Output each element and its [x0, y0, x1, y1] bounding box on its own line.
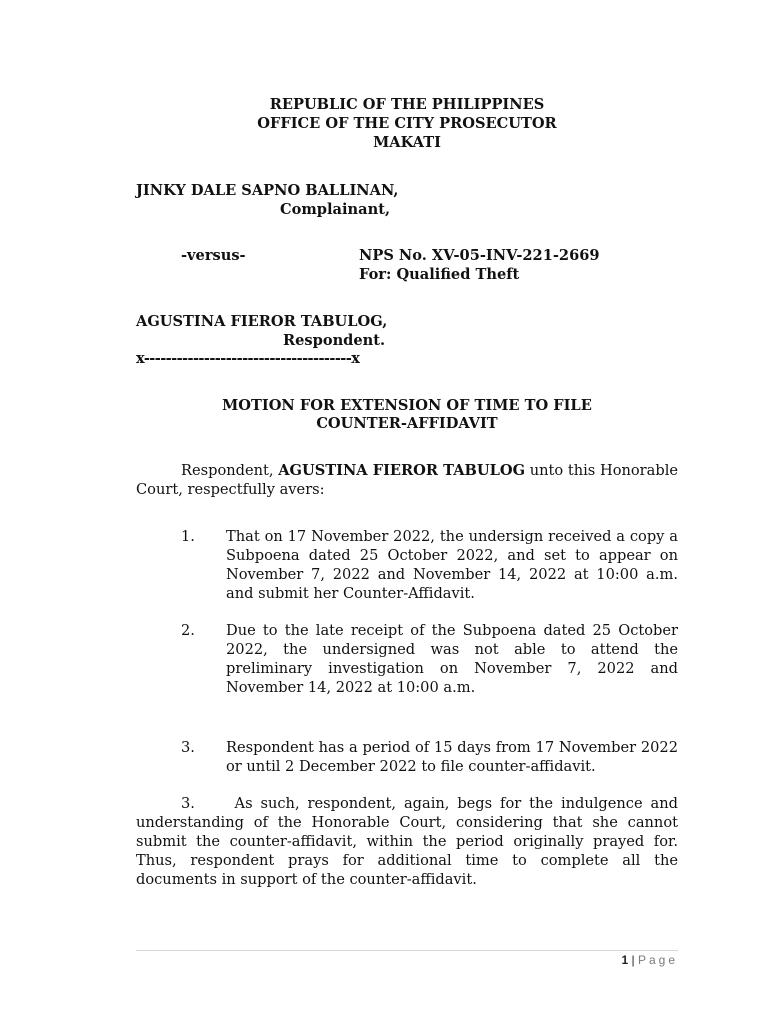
header-office: OFFICE OF THE CITY PROSECUTOR [257, 115, 557, 132]
motion-title-line2: COUNTER-AFFIDAVIT [316, 415, 498, 432]
case-offense: For: Qualified Theft [359, 266, 520, 283]
final-paragraph-text: As such, respondent, again, begs for the indulgence and understanding of the Honorable Court, considering that she cannot submit the counter-affidavit, within the period originally prayed for. Thus, respondent prays for additional time to complete all the documents in support of the counter-affidavit. [136, 795, 678, 888]
header-republic: REPUBLIC OF THE PHILIPPINES [269, 96, 545, 113]
intro-paragraph [136, 461, 678, 499]
footer-separator: | [628, 953, 638, 967]
complainant-role: Complainant, [280, 201, 391, 218]
final-paragraph-number: 3. [181, 795, 195, 812]
footer-rule [136, 950, 678, 951]
page-label: Page [637, 953, 678, 967]
case-number: NPS No. XV-05-INV-221-2669 [359, 247, 600, 264]
caption-separator: x--------------------------------------x [136, 350, 360, 367]
item-number: 3. [181, 739, 195, 756]
item-number: 1. [181, 528, 195, 545]
page-number: 1 [621, 953, 629, 967]
respondent-name: AGUSTINA FIEROR TABULOG, [136, 313, 388, 330]
item-text: Respondent has a period of 15 days from 17 November 2022 or until 2 December 2022 to file counter-affidavit. [226, 739, 678, 775]
intro-respondent-name: AGUSTINA FIEROR TABULOG [278, 462, 526, 479]
versus-label: -versus- [181, 247, 246, 264]
header-city: MAKATI [373, 134, 441, 151]
item-text: That on 17 November 2022, the undersign received a copy a Subpoena dated 25 October 2022, and set to appear on November 7, 2022 and November 14, 2022 at 10:00 a.m. and submit her Counter-Affidavit. [226, 528, 678, 602]
item-text: Due to the late receipt of the Subpoena dated 25 October 2022, the undersigned was not able to attend the preliminary investigation on November 7, 2022 and November 14, 2022 at 10:00 a.m. [226, 622, 678, 696]
respondent-role: Respondent. [283, 332, 386, 349]
complainant-name: JINKY DALE SAPNO BALLINAN, [136, 182, 399, 199]
intro-suffix: unto this Honorable Court, respectfully avers: [136, 462, 678, 498]
page-footer [621, 953, 678, 967]
intro-prefix: Respondent, [181, 462, 279, 479]
item-number: 2. [181, 622, 195, 639]
motion-title-line1: MOTION FOR EXTENSION OF TIME TO FILE [222, 397, 592, 414]
final-paragraph [136, 794, 678, 889]
